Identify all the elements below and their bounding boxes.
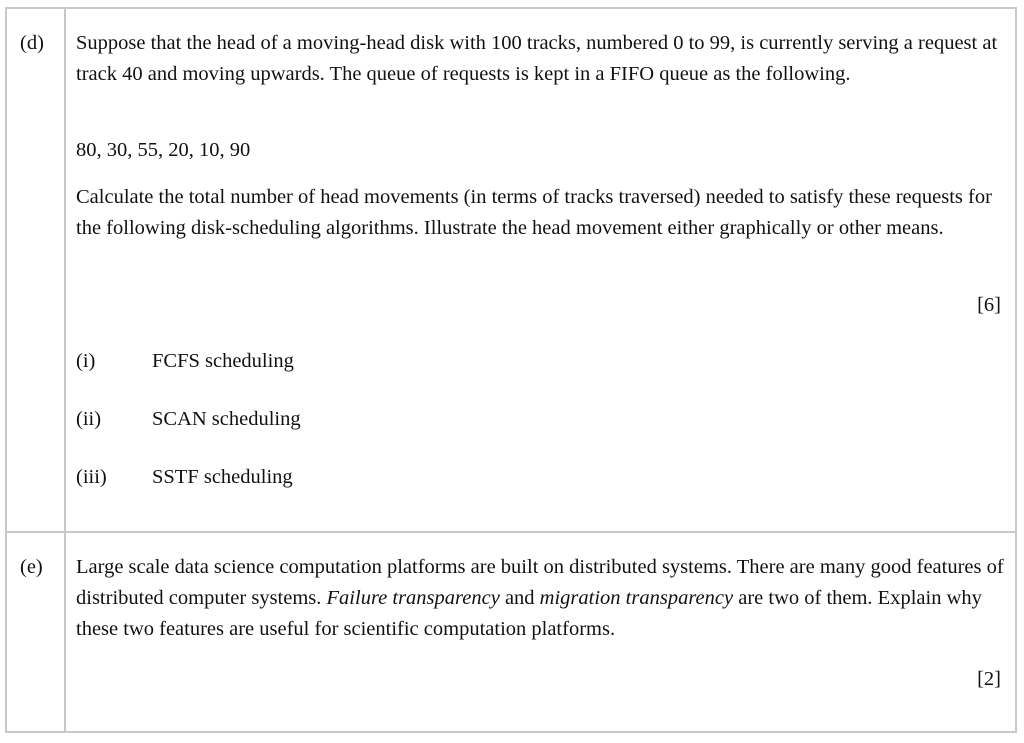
question-d-label: (d)	[20, 32, 44, 54]
question-d-queue: 80, 30, 55, 20, 10, 90	[76, 139, 251, 161]
sub-item-number: (i)	[76, 350, 96, 372]
sub-item-text: FCFS scheduling	[152, 350, 294, 372]
sub-item-text: SCAN scheduling	[152, 408, 301, 430]
question-e-text	[76, 552, 1006, 645]
exam-question-table	[5, 7, 1017, 733]
failure-transparency-term: Failure transparency	[326, 587, 500, 609]
sub-item-number: (ii)	[76, 408, 102, 430]
question-d-marks: [6]	[977, 294, 1001, 316]
migration-transparency-term: migration transparency	[539, 587, 734, 609]
question-d-intro: Suppose that the head of a moving-head disk with 100 tracks, numbered 0 to 99, is currently serving a request at track 40 and moving upwards. The queue of requests is kept in a FIFO queue as the following.	[76, 32, 998, 85]
sub-item-text: SSTF scheduling	[152, 466, 293, 488]
question-e-text-part: are two of them. Explain why these two features are useful for scientific computation platforms.	[76, 587, 982, 640]
question-e-marks: [2]	[977, 668, 1001, 690]
question-e-text-part: and	[499, 587, 540, 609]
question-d-task: Calculate the total number of head movements (in terms of tracks traversed) needed to satisfy these requests for the following disk-scheduling algorithms. Illustrate the head movement either graphically or other means.	[76, 186, 992, 239]
column-divider	[64, 9, 66, 731]
sub-item-number: (iii)	[76, 466, 107, 488]
question-e-label: (e)	[20, 556, 43, 578]
question-e-text-part: Large scale data science computation platforms are built on distributed systems. There are many good features of distributed computer systems.	[76, 556, 1004, 609]
row-divider	[7, 531, 1015, 533]
